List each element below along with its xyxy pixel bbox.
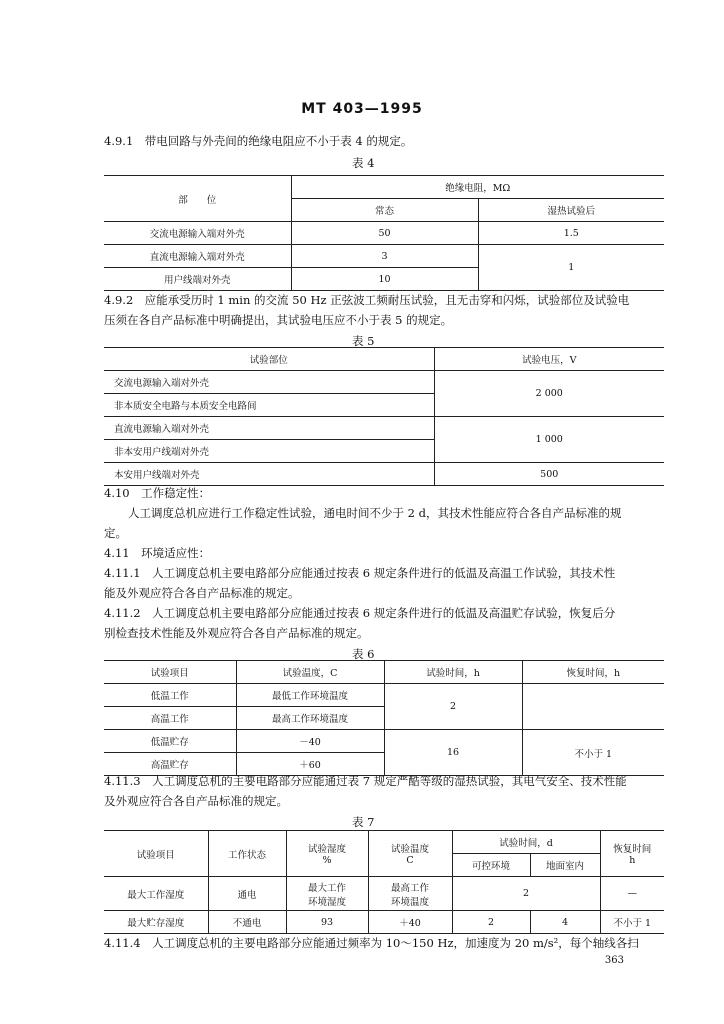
table-cell: 2 xyxy=(452,877,600,911)
clause-4-10-body-end: 定。 xyxy=(104,526,127,540)
table-cell: 1.5 xyxy=(478,222,664,245)
table4-caption: 表 4 xyxy=(352,156,375,170)
table-7 xyxy=(104,830,664,934)
table4-header-normal: 常态 xyxy=(291,199,478,222)
clause-4-10-title: 4.10 工作稳定性： xyxy=(104,486,211,500)
standard-header: MT 403—1995 xyxy=(301,101,423,117)
clause-4-11-2-line2: 别检查技术性能及外观应符合各自产品标准的规定。 xyxy=(104,626,369,640)
table-cell: 最高工作环境温度 xyxy=(236,707,384,730)
table-cell: — xyxy=(600,877,664,911)
table4-header-damp: 湿热试验后 xyxy=(478,199,664,222)
clause-4-11-2-line1: 4.11.2 人工调度总机主要电路部分应能通过按表 6 规定条件进行的低温及高温贮存试验，恢复后分 xyxy=(104,606,616,620)
table7-r1-temp-b: 环境温度 xyxy=(390,896,429,908)
table6-header-temp: 试验温度，C xyxy=(236,661,384,684)
table-cell: 最大工作湿度 xyxy=(104,877,208,911)
table6-header-time: 试验时间，h xyxy=(384,661,522,684)
table-cell: 4 xyxy=(530,911,600,934)
table7-r1-humidity-a: 最大工作 xyxy=(307,882,346,894)
table-cell: 不小于 1 xyxy=(522,730,664,776)
table5-header-part: 试验部位 xyxy=(104,348,434,371)
table7-header-state: 工作状态 xyxy=(208,831,286,877)
table-cell: 2 xyxy=(452,911,530,934)
table7-header-recover-unit: h xyxy=(629,855,636,866)
table-cell: 最低工作环境温度 xyxy=(236,684,384,707)
clause-4-9-2-line2: 压须在各自产品标准中明确提出，其试验电压应不小于表 5 的规定。 xyxy=(104,313,453,327)
table5-header-voltage: 试验电压，V xyxy=(434,348,664,371)
table-cell: 1 xyxy=(478,245,664,291)
table-cell: 高温工作 xyxy=(104,707,236,730)
table-cell: 直流电源输入端对外壳 xyxy=(104,245,291,268)
table-cell: 不小于 1 xyxy=(600,911,664,934)
table7-r1-temp-a: 最高工作 xyxy=(390,882,429,894)
table7-header-ctrl: 可控环境 xyxy=(452,854,530,877)
clause-4-9-2-line1: 4.9.2 应能承受历时 1 min 的交流 50 Hz 正弦波工频耐压试验，且无击穿和闪烁，试验部位及试验电 xyxy=(104,293,630,307)
table6-header-recover: 恢复时间，h xyxy=(522,661,664,684)
table5-caption: 表 5 xyxy=(352,334,375,348)
table7-header-item: 试验项目 xyxy=(104,831,208,877)
table-cell: 不通电 xyxy=(208,911,286,934)
clause-4-11-3-line2: 及外观应符合各自产品标准的规定。 xyxy=(104,794,288,808)
table7-header-humidity-unit: % xyxy=(322,855,332,866)
table7-header-humidity xyxy=(286,831,368,877)
table-cell: 10 xyxy=(291,268,478,291)
table-cell: 2 000 xyxy=(434,371,664,417)
table-cell: 1 000 xyxy=(434,417,664,463)
table-cell: －40 xyxy=(236,730,384,753)
page-number: 363 xyxy=(604,955,624,966)
table7-header-temp xyxy=(368,831,452,877)
table-cell: 50 xyxy=(291,222,478,245)
clause-4-11-title: 4.11 环境适应性： xyxy=(104,546,211,560)
table-cell xyxy=(286,877,368,911)
table-cell: 93 xyxy=(286,911,368,934)
table-cell: 非本质安全电路与本质安全电路间 xyxy=(104,394,434,417)
clause-4-9-1: 4.9.1 带电回路与外壳间的绝缘电阻应不小于表 4 的规定。 xyxy=(104,134,413,148)
table-cell: 3 xyxy=(291,245,478,268)
clause-4-11-4: 4.11.4 人工调度总机的主要电路部分应能通过频率为 10～150 Hz，加速度为 20 m/s²，每个轴线各扫 xyxy=(104,936,639,950)
table7-header-humidity-label: 试验湿度 xyxy=(307,844,346,855)
clause-4-11-1-line2: 能及外观应符合各自产品标准的规定。 xyxy=(104,586,300,600)
table-cell: ＋40 xyxy=(368,911,452,934)
table6-caption: 表 6 xyxy=(352,647,375,661)
table7-r1-humidity-b: 环境湿度 xyxy=(307,896,346,908)
table-cell: 16 xyxy=(384,730,522,776)
table-6 xyxy=(104,660,664,776)
table-cell: 本安用户线端对外壳 xyxy=(104,463,434,486)
table-cell: 2 xyxy=(384,684,522,730)
table-cell xyxy=(522,684,664,730)
table-cell: 最大贮存湿度 xyxy=(104,911,208,934)
clause-4-11-3-line1: 4.11.3 人工调度总机的主要电路部分应能通过表 7 规定严酷等级的湿热试验，其电气安全、技术性能 xyxy=(104,774,627,788)
table7-caption: 表 7 xyxy=(352,815,375,829)
table-cell: 非本安用户线端对外壳 xyxy=(104,440,434,463)
clause-4-10-body: 人工调度总机应进行工作稳定性试验，通电时间不少于 2 d，其技术性能应符合各自产品标准的规 xyxy=(128,506,622,520)
table7-header-temp-unit: C xyxy=(406,855,414,866)
table7-header-temp-label: 试验温度 xyxy=(390,844,429,855)
table-5 xyxy=(104,347,664,486)
table-cell: 低温贮存 xyxy=(104,730,236,753)
table-cell: 低温工作 xyxy=(104,684,236,707)
table7-header-room: 地面室内 xyxy=(530,854,600,877)
table-4 xyxy=(104,175,664,291)
table7-header-recover xyxy=(600,831,664,877)
table-cell: 交流电源输入端对外壳 xyxy=(104,222,291,245)
table6-header-item: 试验项目 xyxy=(104,661,236,684)
table4-header-part: 部 位 xyxy=(104,176,291,222)
table4-header-resistance: 绝缘电阻，MΩ xyxy=(291,176,664,199)
table-cell: 高温贮存 xyxy=(104,753,236,776)
table7-header-recover-label: 恢复时间 xyxy=(613,844,652,855)
table-cell: 交流电源输入端对外壳 xyxy=(104,371,434,394)
table7-header-time: 试验时间，d xyxy=(452,831,600,854)
table-cell: 500 xyxy=(434,463,664,486)
clause-4-11-1-line1: 4.11.1 人工调度总机主要电路部分应能通过按表 6 规定条件进行的低温及高温工作试验，其技术性 xyxy=(104,566,616,580)
table-cell: 直流电源输入端对外壳 xyxy=(104,417,434,440)
table-cell: 用户线端对外壳 xyxy=(104,268,291,291)
table-cell: 通电 xyxy=(208,877,286,911)
table-cell: ＋60 xyxy=(236,753,384,776)
table-cell xyxy=(368,877,452,911)
